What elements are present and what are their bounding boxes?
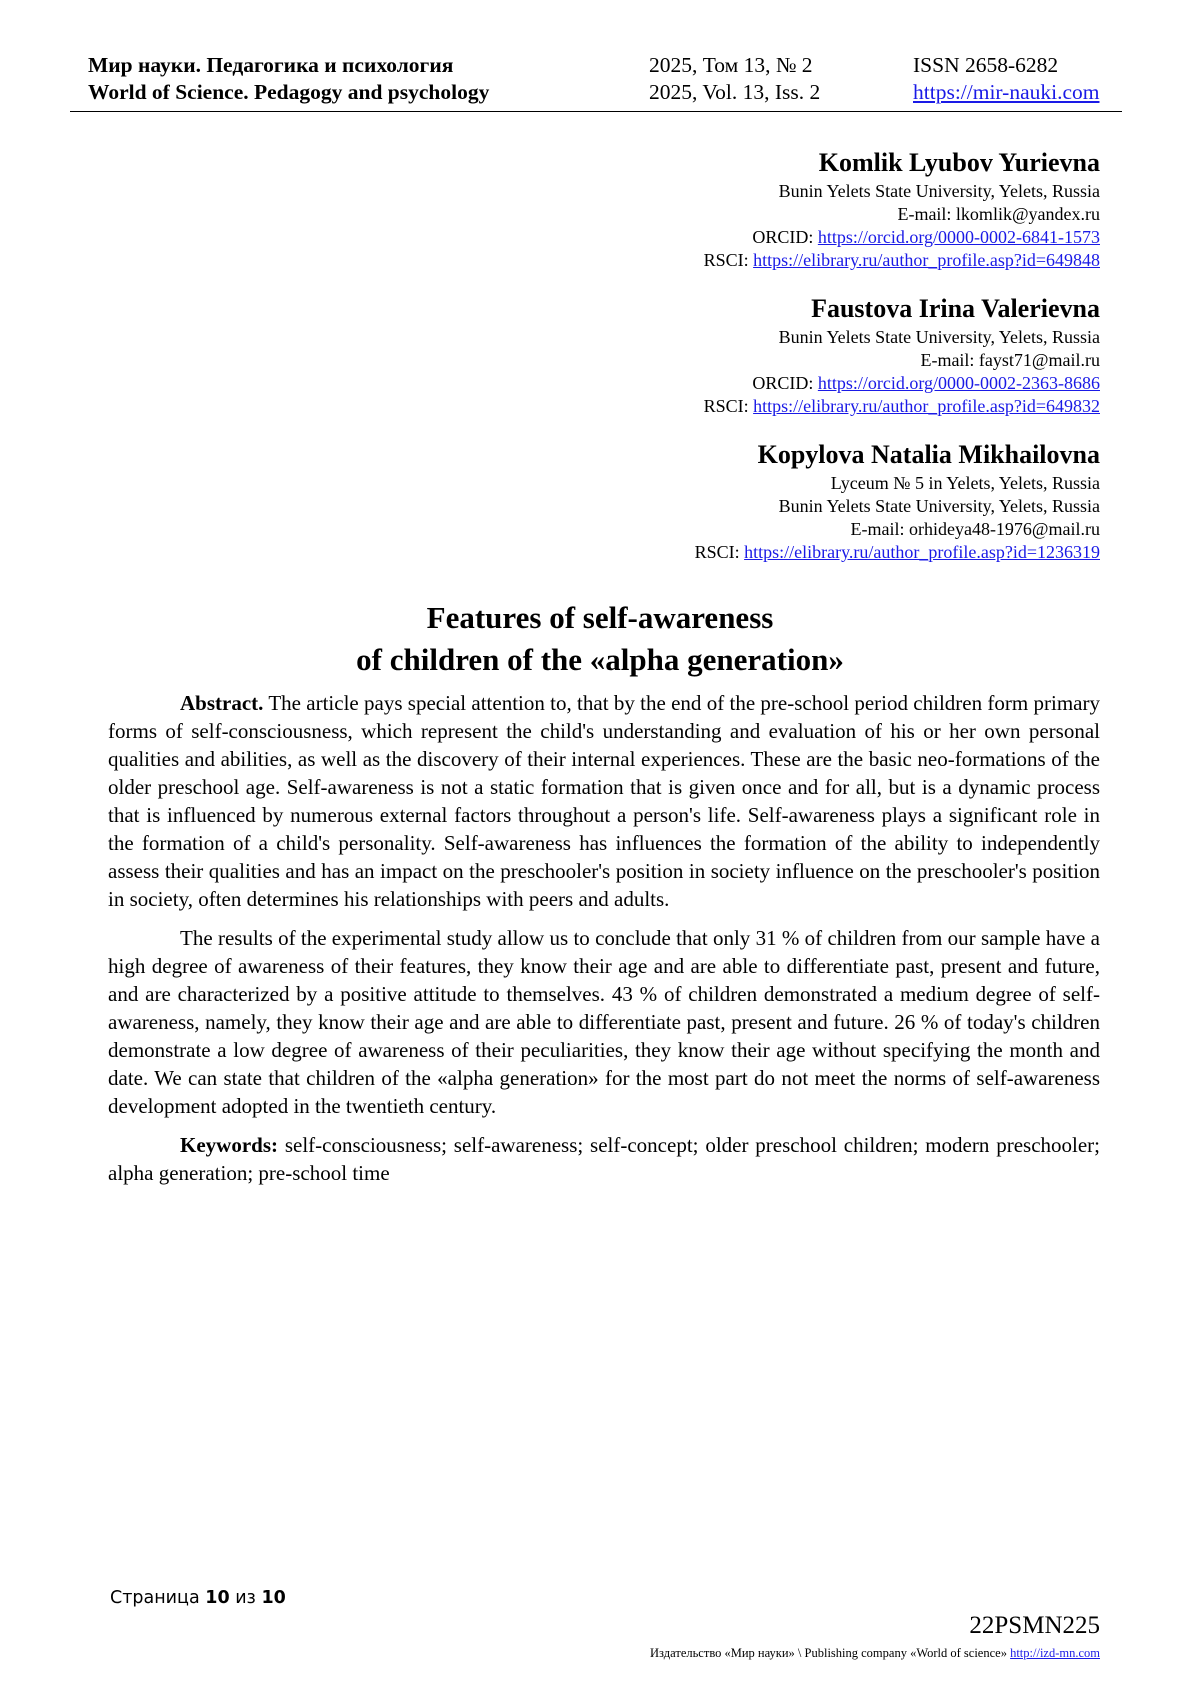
author-rsci (400, 541, 1100, 564)
orcid-label: ORCID: (752, 373, 818, 393)
abstract-text: The article pays special attention to, that by the end of the pre-school period children form primary forms of self-consciousness, which represent the child's understanding and evaluation of his or her own personal qualities and abilities, as well as the discovery of their internal experiences. These are the basic neo-formations of the older preschool age. Self-awareness is not a static formation that is given once and for all, but is a dynamic process that is influenced by numerous external factors throughout a person's life. Self-awareness plays a significant role in the formation of a child's personality. Self-awareness has influences the formation of the ability to independently assess their qualities and has an impact on the preschooler's position in society influence on the preschooler's position in society, often determines his relationships with peers and adults. (108, 691, 1100, 911)
journal-site-link[interactable]: https://mir-nauki.com (913, 80, 1100, 104)
keywords-label: Keywords: (180, 1133, 278, 1157)
author-rsci (400, 249, 1100, 272)
author-rsci (400, 395, 1100, 418)
author-name: Faustova Irina Valerievna (811, 294, 1100, 323)
author-orcid (400, 372, 1100, 395)
issue-en: 2025, Vol. 13, Iss. 2 (649, 80, 821, 104)
author-block (400, 146, 1100, 584)
journal-title-en: World of Science. Pedagogy and psychology (88, 80, 490, 104)
author-affiliation: Lyceum № 5 in Yelets, Yelets, Russia (830, 473, 1100, 493)
page-total: 10 (261, 1588, 286, 1608)
author-email: E-mail: lkomlik@yandex.ru (897, 204, 1100, 224)
author-orcid (400, 226, 1100, 249)
author-2 (400, 292, 1100, 418)
keywords-text: self-consciousness; self-awareness; self-concept; older preschool children; modern preschooler; alpha generation; pre-school time (108, 1133, 1100, 1185)
article-code: 22PSMN225 (969, 1612, 1100, 1639)
rsci-label: RSCI: (694, 542, 745, 562)
author-affiliation: Bunin Yelets State University, Yelets, Russia (778, 496, 1100, 516)
orcid-link[interactable]: https://orcid.org/0000-0002-2363-8686 (817, 373, 1100, 393)
rsci-link[interactable]: https://elibrary.ru/author_profile.asp?id=649832 (753, 396, 1100, 416)
abstract-label: Abstract. (180, 691, 264, 715)
author-affiliation: Bunin Yelets State University, Yelets, Russia (778, 327, 1100, 347)
title-line-1: Features of self-awareness (426, 600, 774, 635)
author-name: Kopylova Natalia Mikhailovna (757, 440, 1100, 469)
author-email: E-mail: fayst71@mail.ru (920, 350, 1100, 370)
orcid-link[interactable]: https://orcid.org/0000-0002-6841-1573 (817, 227, 1100, 247)
page-middle: из (229, 1588, 262, 1608)
orcid-label: ORCID: (752, 227, 818, 247)
author-name: Komlik Lyubov Yurievna (818, 148, 1100, 177)
rsci-link[interactable]: https://elibrary.ru/author_profile.asp?id=1236319 (744, 542, 1100, 562)
title-line-2: of children of the «alpha generation» (356, 642, 844, 677)
author-email: E-mail: orhideya48-1976@mail.ru (850, 519, 1100, 539)
rsci-label: RSCI: (703, 396, 754, 416)
abstract-paragraph (108, 689, 1100, 913)
header-row-1 (88, 52, 1128, 78)
rsci-label: RSCI: (703, 250, 754, 270)
publisher-link[interactable]: http://izd-mn.com (1010, 1646, 1100, 1660)
abstract-section (108, 689, 1100, 1198)
issn: ISSN 2658-6282 (913, 53, 1059, 77)
author-3 (400, 438, 1100, 564)
results-paragraph: The results of the experimental study allow us to conclude that only 31 % of children from our sample have a high degree of awareness of their features, they know their age and are able to differentiate past, present and future, and are characterized by a positive attitude to themselves. 43 % of children demonstrated a medium degree of self-awareness, namely, they know their age and are able to differentiate past, present and future. 26 % of today's children demonstrate a low degree of awareness of their peculiarities, they know their age without specifying the month and date. We can state that children of the «alpha generation» for the most part do not meet the norms of self-awareness development adopted in the twentieth century. (108, 926, 1100, 1118)
header-divider (70, 111, 1122, 112)
author-1 (400, 146, 1100, 272)
rsci-link[interactable]: https://elibrary.ru/author_profile.asp?id=649848 (753, 250, 1100, 270)
journal-header (70, 52, 1122, 112)
article-title (0, 597, 1200, 681)
author-affiliation: Bunin Yelets State University, Yelets, Russia (778, 181, 1100, 201)
journal-title-ru: Мир науки. Педагогика и психология (88, 53, 454, 77)
page-current: 10 (205, 1588, 230, 1608)
page-counter (110, 1588, 286, 1608)
issue-ru: 2025, Том 13, № 2 (649, 53, 813, 77)
publisher-line (650, 1646, 1100, 1661)
publisher-text: Издательство «Мир науки» \ Publishing company «World of science» (650, 1646, 1011, 1660)
header-row-2 (88, 79, 1128, 105)
keywords-paragraph (108, 1131, 1100, 1187)
page-prefix: Страница (110, 1588, 206, 1608)
